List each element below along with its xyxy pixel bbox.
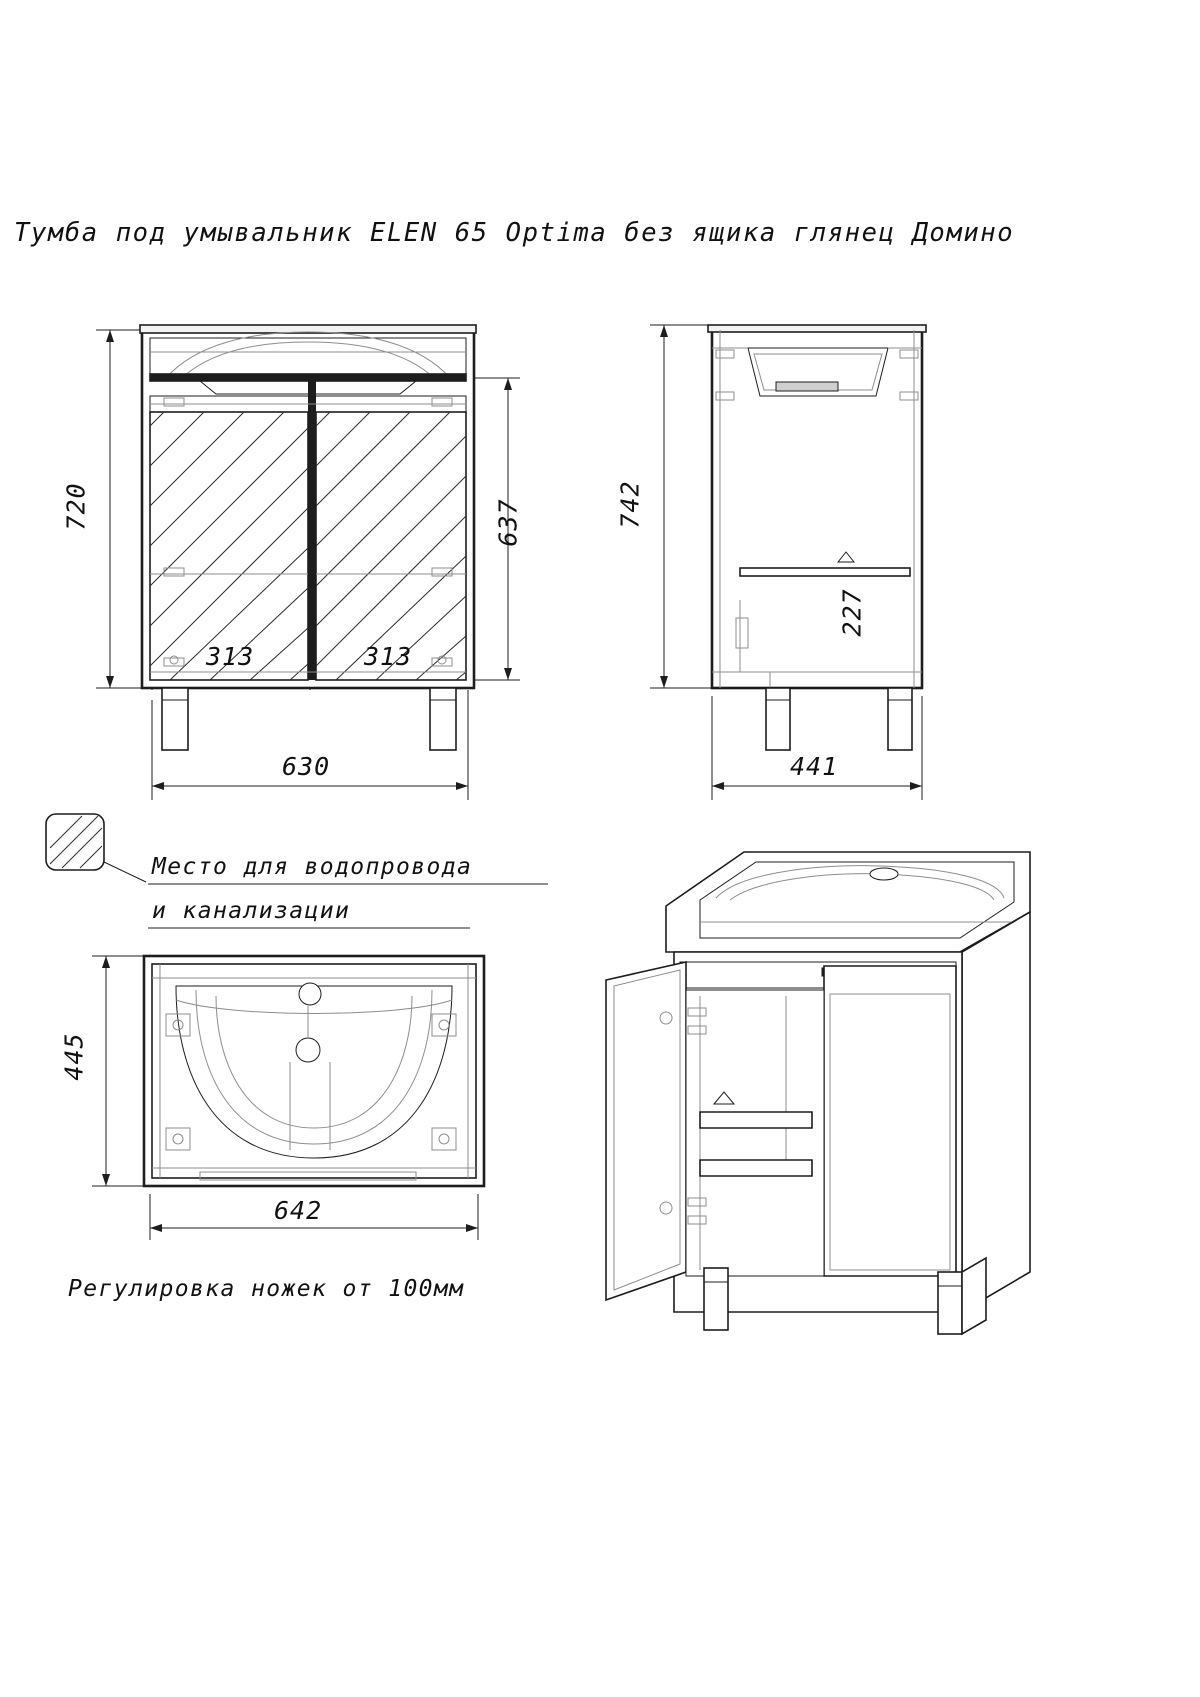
side-shelf-height-label: 227 [837, 588, 867, 637]
plumbing-note-line1: Место для водопровода [152, 854, 473, 880]
legs-note: Регулировка ножек от 100мм [68, 1276, 465, 1302]
top-width-total-label: 642 [274, 1196, 323, 1225]
side-depth-total-label: 441 [790, 752, 839, 781]
page-title: Тумба под умывальник ELEN 65 Optima без ящика глянец Домино [14, 218, 1015, 248]
front-door-left-label: 313 [206, 642, 255, 671]
top-depth-total-label: 445 [59, 1032, 89, 1081]
front-height-total-label: 720 [61, 482, 91, 531]
plumbing-note-line2: и канализации [152, 898, 351, 924]
front-height-doors-label: 637 [493, 498, 523, 547]
side-height-total-label: 742 [615, 480, 645, 529]
front-width-total-label: 630 [282, 752, 331, 781]
isometric-graphic [606, 852, 1030, 1334]
front-door-right-label: 313 [364, 642, 413, 671]
